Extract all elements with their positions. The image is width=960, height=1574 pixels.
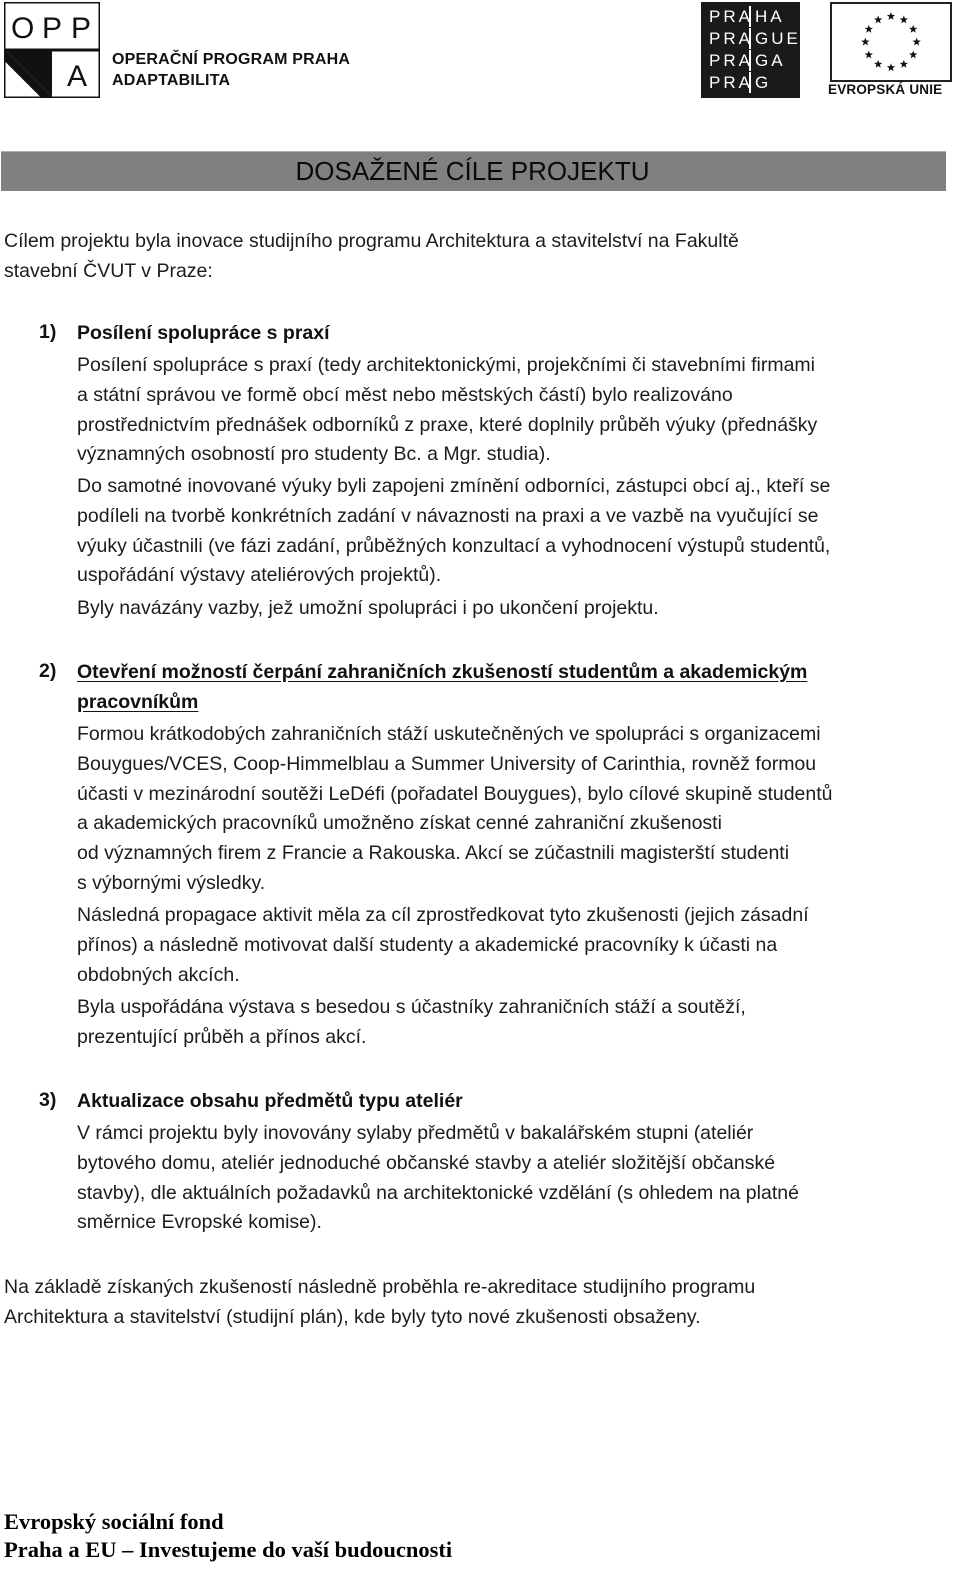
eu-star-icon xyxy=(861,38,869,46)
eu-star-icon xyxy=(900,60,908,68)
section-paragraph xyxy=(77,720,947,899)
section-paragraph xyxy=(77,1119,947,1238)
section-paragraph xyxy=(77,351,947,470)
praha-logo-cell: HA xyxy=(749,6,789,27)
intro-paragraph xyxy=(4,227,904,287)
paragraph-line: bytového domu, ateliér jednoduché občanské stavby a ateliér složitější občanské xyxy=(77,1151,776,1174)
section-heading xyxy=(77,658,807,718)
conclusion-paragraph xyxy=(4,1273,904,1333)
section-number: 3) xyxy=(39,1089,57,1111)
section-heading: Posílení spolupráce s praxí xyxy=(77,322,330,344)
paragraph-line: a státní správou ve formě obcí měst nebo městských částí) bylo realizováno xyxy=(77,383,733,406)
eu-stars-flag-icon xyxy=(830,2,952,82)
paragraph-line: významných osobností pro studenty Bc. a Mgr. studia). xyxy=(77,443,551,466)
section-heading-line: pracovníkům xyxy=(77,690,199,713)
paragraph-line: Následná propagace aktivit měla za cíl zprostředkovat tyto zkušenosti (jejich zásadní xyxy=(77,904,809,926)
eu-star-icon xyxy=(887,63,895,71)
section-number: 1) xyxy=(39,321,57,343)
paragraph-line: Byly navázány vazby, jež umožní spolupráci i po ukončení projektu. xyxy=(77,597,659,619)
paragraph-line: výuky účastnili (ve fázi zadání, průběžných konzultací a vyhodnocení výstupů studentů, xyxy=(77,534,831,557)
paragraph-line: směrnice Evropské komise). xyxy=(77,1211,322,1234)
conclusion-line: Architektura a stavitelství (studijní plán), kde byly tyto nové zkušenosti obsaženy. xyxy=(4,1305,701,1328)
paragraph-line: Do samotné inovované výuky byli zapojeni zmínění odborníci, zástupci obcí aj., kteří se xyxy=(77,475,831,497)
praha-logo-cell: PRA xyxy=(709,29,753,48)
paragraph-line: stavby), dle aktuálních požadavků na architektonické vzdělání (s ohledem na platné xyxy=(77,1181,799,1204)
oppa-letter-o: O xyxy=(11,12,35,45)
footer-line-1: Evropský sociální fond xyxy=(4,1509,224,1534)
eu-star-icon xyxy=(865,25,873,33)
paragraph-line: účasti v mezinárodní soutěži LeDéfi (pořadatel Bouygues), bylo cílové skupině studentů xyxy=(77,782,833,805)
page-title-text: DOSAŽENÉ CÍLE PROJEKTU xyxy=(295,156,650,186)
paragraph-line: a akademických pracovníků umožněno získat cenné zahraniční zkušenosti xyxy=(77,812,722,835)
praha-logo-cell: GA xyxy=(749,50,789,71)
eu-star-icon xyxy=(900,15,908,23)
eu-star-icon xyxy=(909,50,917,58)
section-paragraph xyxy=(77,993,947,1053)
eu-star-icon xyxy=(874,60,882,68)
eu-star-icon xyxy=(865,50,873,58)
praha-logo-cell: G xyxy=(749,72,789,93)
praha-logo-cell: PRA xyxy=(709,7,753,26)
oppa-name-line2: ADAPTABILITA xyxy=(112,72,231,89)
section-paragraph xyxy=(77,594,947,624)
eu-star-icon xyxy=(912,38,920,46)
oppa-letter-p1: P xyxy=(42,12,63,45)
eu-star-icon xyxy=(909,25,917,33)
oppa-name-line1: OPERAČNÍ PROGRAM PRAHA xyxy=(112,51,351,68)
praha-logo-cell: PRA xyxy=(709,73,753,92)
section-number: 2) xyxy=(39,660,57,682)
section-paragraph xyxy=(77,472,947,591)
oppa-letter-a: A xyxy=(67,60,88,93)
section-heading-line: Otevření možností čerpání zahraničních zkušeností studentům a akademickým xyxy=(77,661,808,683)
paragraph-line: uspořádání výstavy ateliérových projektů). xyxy=(77,564,442,587)
eu-label: EVROPSKÁ UNIE xyxy=(828,82,943,97)
eu-star-icon xyxy=(874,15,882,23)
paragraph-line: V rámci projektu byly inovovány sylaby předmětů v bakalářském stupni (ateliér xyxy=(77,1122,754,1144)
paragraph-line: podíleli na tvorbě konkrétních zadání v návaznosti na praxi a ve vazbě na vyučující se xyxy=(77,504,819,527)
praha-logo-cell: GUE xyxy=(749,28,789,49)
oppa-logo-mark xyxy=(4,2,100,98)
paragraph-line: od významných firem z Francie a Rakouska. Akcí se zúčastnili magisterští studenti xyxy=(77,842,790,865)
section-heading: Aktualizace obsahu předmětů typu ateliér xyxy=(77,1090,463,1112)
page-title xyxy=(0,152,945,190)
paragraph-line: Byla uspořádána výstava s besedou s účastníky zahraničních stáží a soutěží, xyxy=(77,996,746,1018)
paragraph-line: obdobných akcích. xyxy=(77,963,240,986)
paragraph-line: přínos) a následně motivovat další studenty a akademické pracovníky k účasti na xyxy=(77,933,778,956)
footer-line-2: Praha a EU – Investujeme do vaší budoucnosti xyxy=(4,1537,453,1562)
paragraph-line: prostřednictvím přednášek odborníků z praxe, které doplnily průběh výuky (přednášky xyxy=(77,413,818,436)
paragraph-line: s výbornými výsledky. xyxy=(77,871,266,894)
section-paragraph xyxy=(77,901,947,990)
intro-line: stavební ČVUT v Praze: xyxy=(4,259,213,282)
conclusion-line: Na základě získaných zkušeností následně proběhla re-akreditace studijního programu xyxy=(4,1276,756,1298)
paragraph-line: Bouygues/VCES, Coop-Himmelblau a Summer University of Carinthia, rovněž formou xyxy=(77,752,817,775)
praha-logo xyxy=(701,2,800,98)
oppa-program-name xyxy=(112,49,350,91)
eu-star-icon xyxy=(887,12,895,20)
intro-line: Cílem projektu byla inovace studijního programu Architektura a stavitelství na Fakultě xyxy=(4,230,739,252)
paragraph-line: Posílení spolupráce s praxí (tedy architektonickými, projekčními či stavebními firmami xyxy=(77,354,816,376)
paragraph-line: Formou krátkodobých zahraničních stáží uskutečněných ve spolupráci s organizacemi xyxy=(77,723,821,745)
paragraph-line: prezentující průběh a přínos akcí. xyxy=(77,1025,367,1048)
praha-logo-cell: PRA xyxy=(709,51,753,70)
oppa-letter-p2: P xyxy=(71,12,92,45)
